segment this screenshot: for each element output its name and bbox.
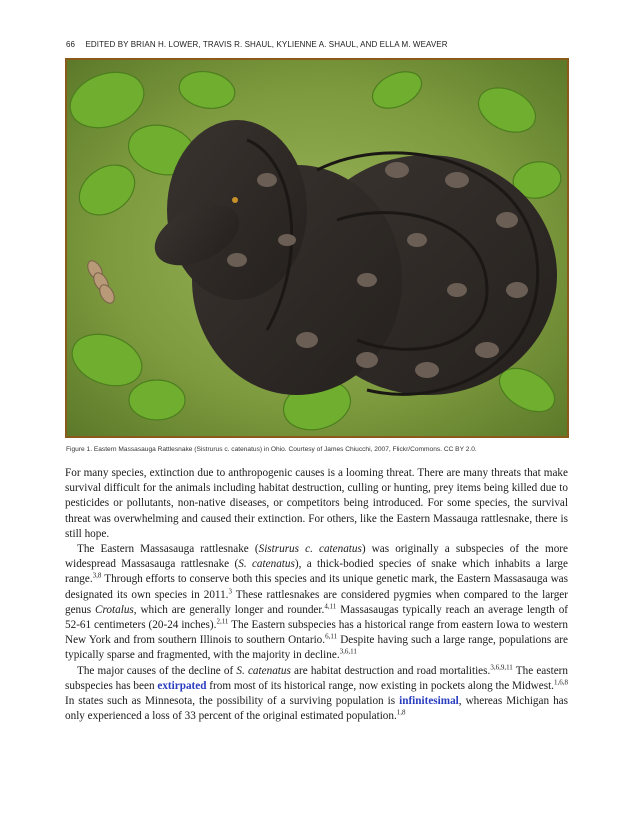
- citation-ref: 4,11: [324, 602, 337, 611]
- citation-ref: 6,11: [325, 632, 338, 641]
- italic-term: Sistrurus c. catenatus: [258, 543, 362, 556]
- italic-term: Crotalus: [95, 603, 134, 616]
- text-run: The Eastern subspecies has a historical range from eastern Iowa to western New York and from southern Illinois to southern Ontario.: [65, 619, 568, 647]
- italic-term: S. catenatus: [236, 664, 291, 677]
- italic-term: S. catenatus: [238, 558, 295, 571]
- glossary-link[interactable]: extirpated: [157, 679, 207, 692]
- citation-ref: 2,11: [216, 617, 229, 626]
- page-number: 66: [66, 40, 76, 49]
- paragraph: [65, 542, 568, 664]
- text-run: The eastern subspecies has been: [65, 664, 568, 692]
- text-run: The Eastern Massasauga rattlesnake (: [77, 543, 259, 556]
- text-run: , which are generally longer and rounder.: [133, 603, 325, 616]
- glossary-link[interactable]: infinitesimal: [399, 695, 459, 708]
- text-run: ), a thick-bodied species of snake which inhabits a large range.: [65, 558, 568, 586]
- text-run: Despite having such a large range, populations are typically sparse and fragmented, with the majority in decline.: [65, 634, 568, 662]
- citation-ref: 3,6,11: [339, 647, 357, 656]
- text-run: are habitat destruction and road mortalities.: [290, 664, 491, 677]
- text-run: For many species, extinction due to anthropogenic causes is a looming threat. There are many threats that make survival difficult for the animals including habitat destruction, culling or hunting, prey items being killed due to pesticides or pollutants, non-native diseases, or competitors being introduced. For some species, the survival threat was overwhelming and caused their extinction. For others, like the Eastern Massauga rattlesnake, there is still hope.: [65, 467, 568, 540]
- text-run: ) was originally a subspecies of the more widespread Massasauga rattlesnake (: [65, 543, 568, 571]
- editors-line: EDITED BY BRIAN H. LOWER, TRAVIS R. SHAUL, KYLIENNE A. SHAUL, AND ELLA M. WEAVER: [85, 40, 448, 49]
- text-run: In states such as Minnesota, the possibility of a surviving population is: [65, 695, 400, 708]
- citation-ref: 3: [228, 586, 232, 595]
- citation-ref: 1,8: [396, 708, 406, 717]
- text-run: The major causes of the decline of: [77, 664, 237, 677]
- figure-caption: Figure 1. Eastern Massasauga Rattlesnake (Sistrurus c. catenatus) in Ohio. Courtesy of James Chiucchi, 2007, Flickr/Commons. CC BY 2.0.: [66, 446, 477, 453]
- paragraph: [65, 466, 568, 542]
- citation-ref: 3,8: [92, 571, 102, 580]
- running-header: [66, 40, 566, 49]
- text-run: , whereas Michigan has only experienced a loss of 33 percent of the original estimated population.: [65, 695, 568, 723]
- body-text: [65, 466, 568, 724]
- paragraph: [65, 664, 568, 725]
- text-run: Massasaugas typically reach an average length of 52-61 centimeters (20-24 inches).: [65, 603, 569, 632]
- text-run: These rattlesnakes are considered pygmies when compared to the larger genus: [65, 588, 568, 616]
- text-run: Through efforts to conserve both this species and its unique genetic mark, the Eastern Massasauga was designated its own species in 2011.: [65, 573, 568, 601]
- snake-photo-illustration: [67, 60, 567, 436]
- citation-ref: 3,6,9,11: [490, 662, 513, 671]
- text-run: from most of its historical range, now existing in pockets along the Midwest.: [206, 679, 554, 692]
- citation-ref: 1,6,8: [553, 678, 568, 687]
- figure-photo: [65, 58, 569, 438]
